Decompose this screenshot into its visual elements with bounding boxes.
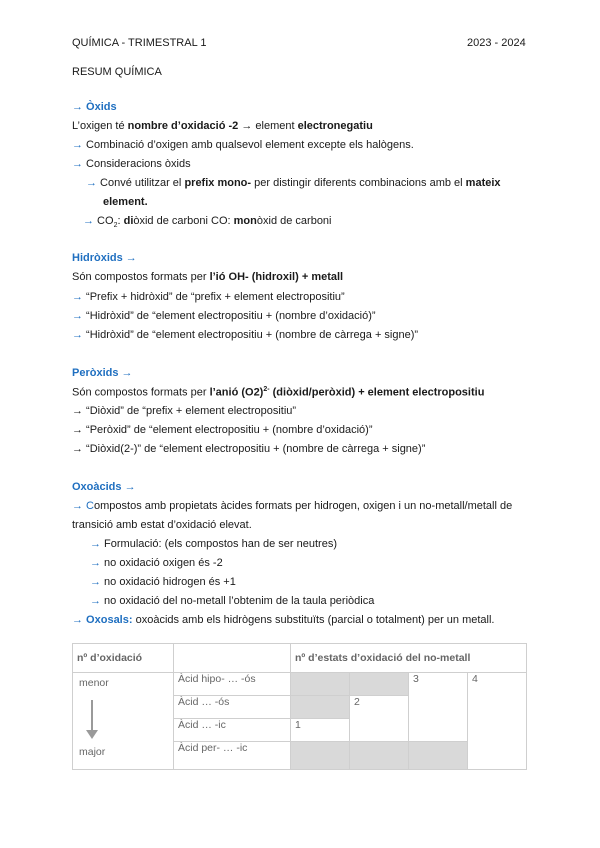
peroxids-rule-2: [72, 424, 373, 436]
table-cell: [291, 673, 350, 696]
text: per distingir diferents combinacions amb el: [251, 177, 466, 189]
text: oxoàcids amb els hidrògens substituïts (parcial o totalment) per un metall.: [132, 614, 495, 626]
table-cell: [409, 742, 468, 770]
table-cell: 3: [409, 673, 468, 742]
table-header-cell: nº d’oxidació: [73, 644, 174, 673]
arrow-down-icon: [86, 730, 98, 739]
text: L’oxigen té: [72, 120, 128, 132]
oxids-line-3: [72, 158, 191, 170]
arrow-icon: →: [72, 424, 83, 436]
hidroxids-rule-3: [72, 329, 418, 341]
arrow-icon: →: [90, 557, 101, 569]
arrow-icon: →: [72, 405, 83, 417]
text: “Diòxid” de “prefix + element electropositiu”: [83, 405, 297, 417]
section-title-oxoacids: Oxoàcids →: [72, 481, 136, 493]
text: Convé utilitzar el: [97, 177, 185, 189]
oxoacids-sub-1: [90, 538, 337, 550]
text: “Prefix + hidròxid” de “prefix + element electropositiu”: [83, 291, 345, 303]
text: :: [117, 215, 124, 227]
table-cell: [350, 742, 409, 770]
table-cell: [291, 742, 350, 770]
arrow-icon: →: [90, 595, 101, 607]
text-bold: prefix mono-: [184, 177, 252, 189]
hidroxids-rule-2: [72, 310, 376, 322]
arrow-icon: →: [72, 329, 83, 341]
text-bold: → Oxosals:: [72, 614, 133, 626]
table-header-cell: nº d’estats d’oxidació del no-metall: [291, 644, 527, 673]
text: no oxidació del no-metall l’obtenim de la taula periòdica: [101, 595, 375, 607]
text: “Hidròxid” de “element electropositiu + (nombre de càrrega + signe)”: [83, 329, 419, 341]
table-cell: [350, 673, 409, 696]
table-row: [73, 673, 527, 696]
document-title: RESUM QUÍMICA: [72, 66, 162, 78]
oxids-line-4: [86, 177, 501, 189]
header-year: 2023 - 2024: [467, 37, 526, 49]
text: → element: [238, 120, 298, 132]
arrow-shaft: [91, 700, 93, 730]
table-cell: Àcid … -ós: [174, 696, 291, 719]
arrow-icon: →: [90, 538, 101, 550]
text: òxid de carboni: [256, 215, 332, 227]
text-bold: l’anió (O2): [209, 386, 264, 399]
peroxids-rule-3: [72, 443, 425, 455]
arrow-icon: →: [86, 177, 97, 189]
oxoacids-sub-2: [90, 557, 223, 569]
table-cell: [291, 696, 350, 719]
text: òxid de carboni CO:: [133, 215, 234, 227]
peroxids-line-1: [72, 386, 484, 399]
text: Formulació: (els compostos han de ser neutres): [101, 538, 337, 550]
section-title-oxids: → Òxids: [72, 101, 117, 113]
oxoacids-line-2: transició amb estat d’oxidació elevat.: [72, 519, 252, 531]
header-subject: QUÍMICA - TRIMESTRAL 1: [72, 37, 207, 49]
table-cell: 2: [350, 696, 409, 742]
oxoacids-sub-4: [90, 595, 374, 607]
text: Són compostos formats per: [72, 271, 210, 283]
text: “Diòxid(2-)” de “element electropositiu + (nombre de càrrega + signe)”: [83, 443, 426, 455]
oxoacids-line-1: [72, 500, 512, 512]
text-bold: nombre d’oxidació -2: [127, 120, 239, 132]
oxids-line-6: [83, 215, 332, 229]
hidroxids-rule-1: [72, 291, 345, 303]
oxidation-table: [72, 643, 527, 770]
text: CO: [94, 215, 114, 227]
major-label: major: [79, 746, 106, 758]
text-bold: di: [123, 215, 134, 227]
text-bold: (diòxid/peròxid) + element electropositiu: [269, 386, 485, 399]
oxids-line-2: [72, 139, 414, 151]
table-cell: 4: [468, 673, 527, 770]
text: no oxidació hidrogen és +1: [101, 576, 236, 588]
text: Combinació d’oxigen amb qualsevol element excepte els halògens.: [83, 139, 414, 151]
text-bold: mateix: [465, 177, 501, 189]
peroxids-rule-1: [72, 405, 296, 417]
text: “Peròxid” de “element electropositiu + (nombre d’oxidació)”: [83, 424, 373, 436]
arrow-icon: →: [72, 291, 83, 303]
table-cell: Àcid … -ic: [174, 719, 291, 742]
arrow-icon: →: [72, 443, 83, 455]
arrow-icon: → C: [72, 500, 94, 512]
arrow-icon: →: [90, 576, 101, 588]
section-title-peroxids: Peròxids →: [72, 367, 133, 379]
table-cell: Àcid per- … -ic: [174, 742, 291, 770]
table-header-cell: [174, 644, 291, 673]
text: no oxidació oxigen és -2: [101, 557, 223, 569]
table-header-row: [73, 644, 527, 673]
oxids-line-1: [72, 120, 373, 132]
table-cell: Àcid hipo- … -ós: [174, 673, 291, 696]
text-bold: mon: [233, 215, 257, 227]
oxids-line-5: element.: [103, 196, 148, 208]
arrow-icon: →: [72, 139, 83, 151]
hidroxids-line-1: [72, 271, 343, 283]
text: Consideracions òxids: [83, 158, 191, 170]
subscript: 2: [113, 222, 118, 230]
oxosals-line: [72, 614, 494, 626]
text: “Hidròxid” de “element electropositiu + (nombre d’oxidació)”: [83, 310, 376, 322]
arrow-icon: →: [83, 215, 94, 227]
text-bold: electronegatiu: [297, 120, 373, 132]
menor-label: menor: [79, 677, 109, 689]
superscript: 2-: [263, 386, 270, 393]
section-title-hidroxids: Hidròxids →: [72, 252, 137, 264]
oxoacids-sub-3: [90, 576, 236, 588]
text: ompostos amb propietats àcides formats per hidrogen, oxigen i un no-metall/metall de: [94, 500, 513, 512]
table-cell: 1: [291, 719, 350, 742]
arrow-icon: →: [72, 158, 83, 170]
table-order-cell: [73, 673, 174, 770]
arrow-icon: →: [72, 310, 83, 322]
text-bold: l’ió OH- (hidroxil) + metall: [209, 271, 344, 283]
text: Són compostos formats per: [72, 386, 210, 399]
